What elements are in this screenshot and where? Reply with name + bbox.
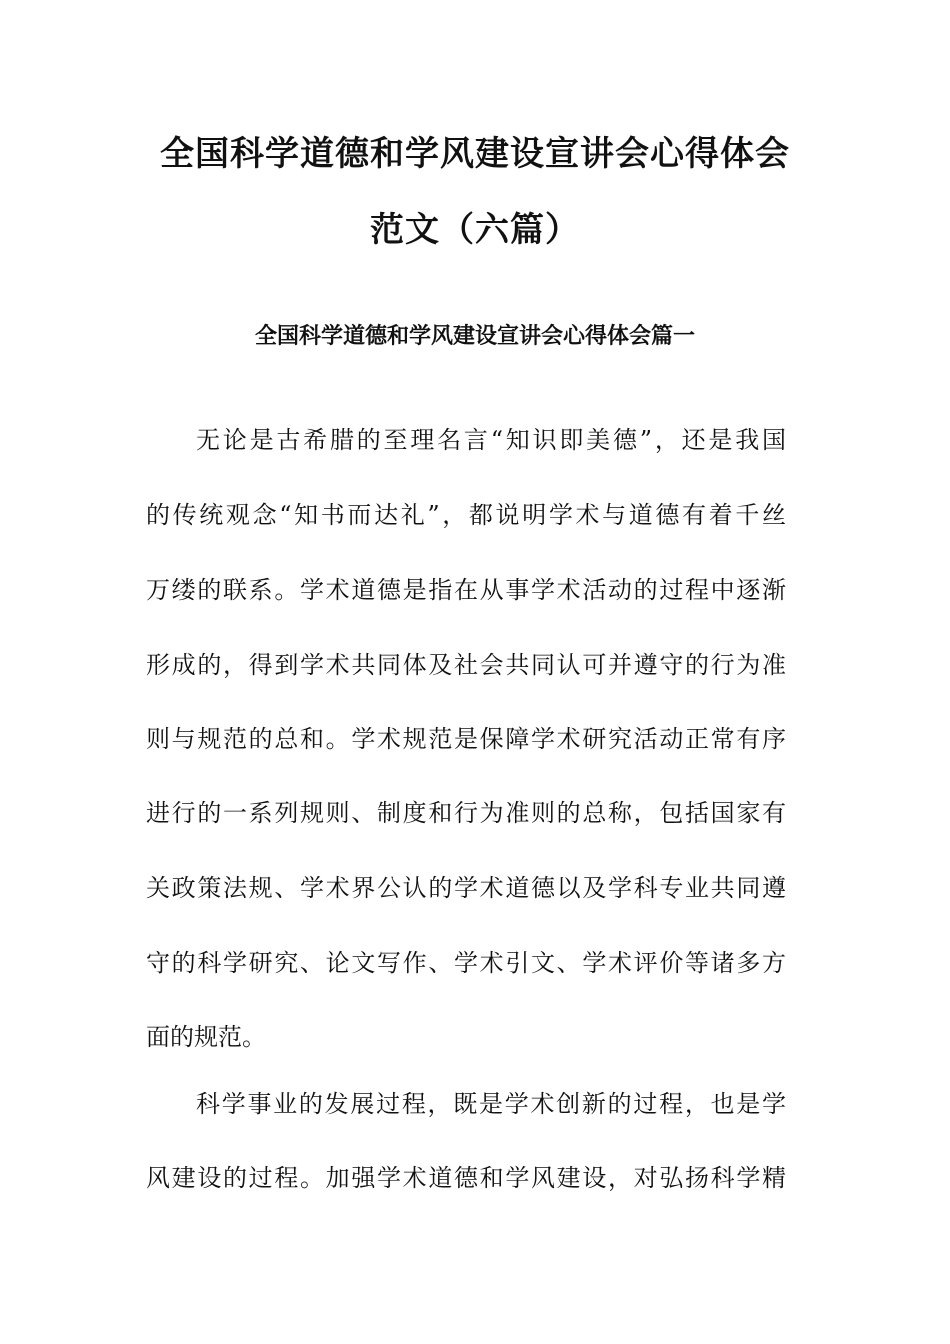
paragraph-line: 关政策法规、学术界公认的学术道德以及学科专业共同遵 xyxy=(146,874,786,902)
paragraph-line: 形成的，得到学术共同体及社会共同认可并遵守的行为准 xyxy=(146,651,786,679)
paragraph-line: 守的科学研究、论文写作、学术引文、学术评价等诸多方 xyxy=(146,949,786,977)
document-title-line-2: 范文（六篇） xyxy=(370,210,580,250)
paragraph-line: 面的规范。 xyxy=(146,1023,266,1051)
paragraph-line: 无论是古希腊的至理名言“知识即美德”，还是我国 xyxy=(196,426,786,454)
paragraph-line: 则与规范的总和。学术规范是保障学术研究活动正常有序 xyxy=(146,725,786,753)
paragraph-line: 万缕的联系。学术道德是指在从事学术活动的过程中逐渐 xyxy=(146,576,786,604)
section-heading: 全国科学道德和学风建设宣讲会心得体会篇一 xyxy=(254,324,695,349)
paragraph-line: 的传统观念“知书而达礼”，都说明学术与道德有着千丝 xyxy=(146,501,786,529)
paragraph-line: 科学事业的发展过程，既是学术创新的过程，也是学 xyxy=(196,1090,786,1118)
paragraph-line: 风建设的过程。加强学术道德和学风建设，对弘扬科学精 xyxy=(146,1164,786,1192)
paragraph-line: 进行的一系列规则、制度和行为准则的总称，包括国家有 xyxy=(146,799,786,827)
document-title-line-1: 全国科学道德和学风建设宣讲会心得体会 xyxy=(160,134,790,174)
